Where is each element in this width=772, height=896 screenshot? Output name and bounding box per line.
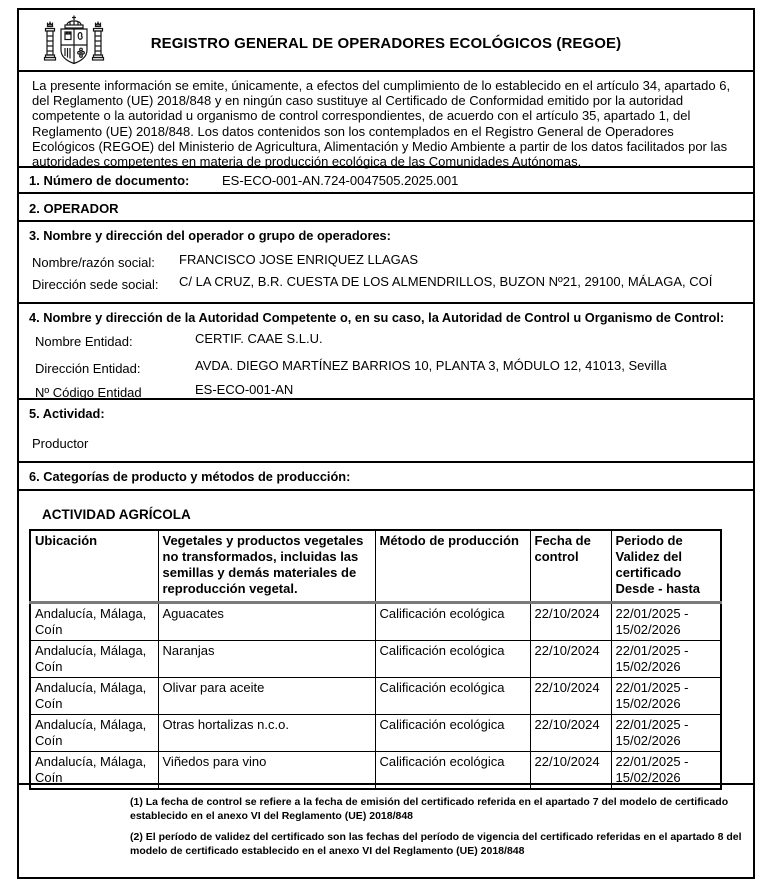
table-cell: Olivar para aceite [158, 677, 375, 714]
disclaimer-text: La presente información se emite, únicamente, a efectos del cumplimiento de lo establecido en el artículo 34, apartado 6, del Reglamento (UE) 2018/848 y en ningún caso sustituye al Certificado de Conformidad emitido por la autoridad competente o la autoridad u organismo de control correspondientes, de acuerdo con el artículo 35, apartado 1, del Reglamento (UE) 2018/848. Los datos contenidos son los contemplados en el Registro General de Operadores Ecológicos (REGOE) del Ministerio de Agricultura, Alimentación y Medio Ambiente a partir de los datos facilitados por las autoridades competentes en materia de producción ecológica de las Comunidades Autónomas. [19, 70, 753, 166]
spain-coat-of-arms-icon [40, 14, 108, 71]
field-nombre-entidad [35, 331, 323, 349]
table-cell: Andalucía, Málaga, Coín [30, 602, 158, 640]
codigo-entidad-label: Nº Código Entidad [35, 385, 142, 400]
table-cell: Calificación ecológica [375, 714, 530, 751]
table-row [30, 602, 721, 640]
field-razon-social [32, 252, 418, 270]
section-categories-body [19, 489, 753, 783]
operator-label: 2. OPERADOR [29, 201, 119, 216]
table-cell: 22/10/2024 [530, 751, 611, 789]
table-row [30, 677, 721, 714]
section-categories-heading [19, 461, 753, 489]
direccion-entidad-value: AVDA. DIEGO MARTÍNEZ BARRIOS 10, PLANTA 3, MÓDULO 12, 41013, Sevilla [195, 358, 667, 373]
footnote-2: (2) El período de validez del certificado son las fechas del período de vigencia del certificado referidas en el apartado 8 del modelo de certificado establecido en el anexo VI del Reglamento (UE) 2018/848 [130, 831, 742, 857]
table-cell: Andalucía, Málaga, Coín [30, 677, 158, 714]
footnotes-section [19, 783, 753, 877]
header-ubicacion: Ubicación [30, 530, 158, 602]
table-row [30, 640, 721, 677]
razon-social-label: Nombre/razón social: [32, 255, 155, 270]
section-5-heading: 5. Actividad: [29, 406, 105, 421]
section-document-number [19, 166, 753, 192]
footnote-1: (1) La fecha de control se refiere a la fecha de emisión del certificado referida en el apartado 7 del modelo de certificado establecido en el anexo VI del Reglamento (UE) 2018/848 [130, 796, 729, 822]
nombre-entidad-value: CERTIF. CAAE S.L.U. [195, 331, 323, 346]
header-fecha-control: Fecha de control [530, 530, 611, 602]
table-cell: Andalucía, Málaga, Coín [30, 640, 158, 677]
section-authority [19, 302, 753, 398]
section-activity [19, 398, 753, 461]
table-cell: 22/10/2024 [530, 640, 611, 677]
codigo-entidad-value: ES-ECO-001-AN [195, 382, 294, 397]
table-cell: Aguacates [158, 602, 375, 640]
table-cell: Calificación ecológica [375, 602, 530, 640]
section-6-heading: 6. Categorías de producto y métodos de producción: [29, 469, 351, 484]
table-cell: Otras hortalizas n.c.o. [158, 714, 375, 751]
table-cell: Calificación ecológica [375, 677, 530, 714]
agricultural-activity-title: ACTIVIDAD AGRÍCOLA [42, 507, 191, 522]
table-cell: 22/01/2025 - 15/02/2026 [611, 751, 721, 789]
table-cell: 22/10/2024 [530, 602, 611, 640]
table-cell: Calificación ecológica [375, 751, 530, 789]
table-cell: 22/01/2025 - 15/02/2026 [611, 677, 721, 714]
header-periodo-validez: Periodo de Validez del certificado Desde - hasta [611, 530, 721, 602]
table-cell: 22/10/2024 [530, 677, 611, 714]
header-metodo: Método de producción [375, 530, 530, 602]
table-cell: Naranjas [158, 640, 375, 677]
direccion-entidad-label: Dirección Entidad: [35, 361, 141, 376]
table-row [30, 714, 721, 751]
table-cell: 22/01/2025 - 15/02/2026 [611, 602, 721, 640]
activity-value: Productor [32, 436, 89, 451]
section-operator-name-address [19, 220, 753, 302]
field-direccion-entidad [35, 358, 667, 376]
direccion-sede-label: Dirección sede social: [32, 277, 159, 292]
document-number-value: ES-ECO-001-AN.724-0047505.2025.001 [222, 173, 459, 188]
section-4-heading: 4. Nombre y dirección de la Autoridad Competente o, en su caso, la Autoridad de Control u Organismo de Control: [29, 310, 725, 325]
document-number-label: 1. Número de documento: [29, 173, 190, 188]
nombre-entidad-label: Nombre Entidad: [35, 334, 133, 349]
document-header [19, 10, 753, 70]
table-cell: 22/01/2025 - 15/02/2026 [611, 714, 721, 751]
direccion-sede-value: C/ LA CRUZ, B.R. CUESTA DE LOS ALMENDRILLOS, BUZON Nº21, 29100, MÁLAGA, COÍ [179, 274, 713, 289]
table-cell: Andalucía, Málaga, Coín [30, 751, 158, 789]
field-direccion-sede [32, 274, 751, 292]
document-title: REGISTRO GENERAL DE OPERADORES ECOLÓGICOS (REGOE) [150, 35, 622, 52]
table-cell: Andalucía, Málaga, Coín [30, 714, 158, 751]
header-vegetales: Vegetales y productos vegetales no transformados, incluidas las semillas y demás materiales de reproducción vegetal. [158, 530, 375, 602]
section-operator [19, 192, 753, 220]
razon-social-value: FRANCISCO JOSE ENRIQUEZ LLAGAS [179, 252, 419, 267]
table-cell: Calificación ecológica [375, 640, 530, 677]
table-cell: 22/10/2024 [530, 714, 611, 751]
document-page [17, 8, 755, 879]
table-header-row [30, 530, 721, 602]
table-cell: Viñedos para vino [158, 751, 375, 789]
section-3-heading: 3. Nombre y dirección del operador o grupo de operadores: [29, 228, 391, 243]
table-cell: 22/01/2025 - 15/02/2026 [611, 640, 721, 677]
products-table [29, 529, 722, 790]
